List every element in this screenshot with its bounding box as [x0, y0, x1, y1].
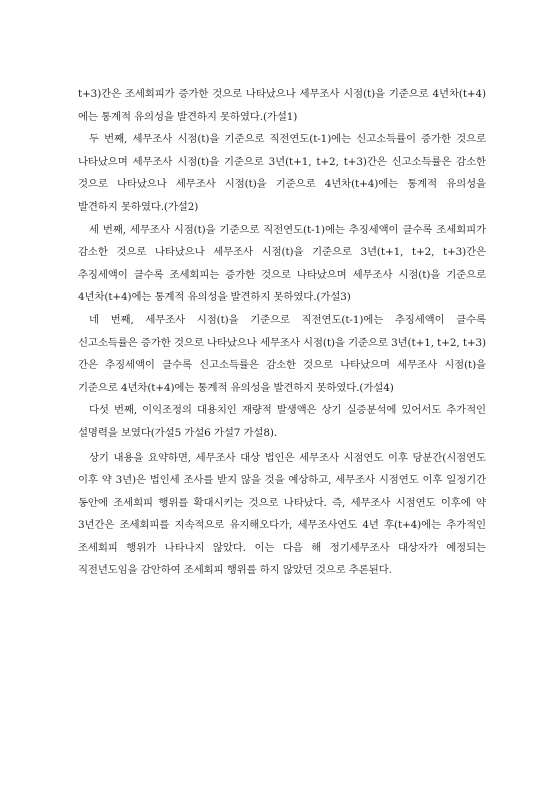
body-text	[78, 83, 486, 582]
paragraph-summary: 상기 내용을 요약하면, 세무조사 대상 법인은 세무조사 시점연도 이후 당분간(시점연도 이후 약 3년)은 법인세 조사를 받지 않을 것을 예상하고, 세무조사 시점연도 이후 일정기간 동안에 조세회피 행위를 확대시키는 것으로 나타났다. 즉, 세무조사 시점연도 이후에 약 3년간은 조세회피를 지속적으로 유지해오다가, 세무조사연도 4년 후(t+4)에는 추가적인 조세회피 행위가 나타나지 않았다. 이는 다음 해 정기세무조사 대상자가 예정되는 직전년도임을 감안하여 조세회피 행위를 하지 않았던 것으로 추론된다.	[78, 451, 486, 577]
paragraph-hypothesis-2: 두 번째, 세무조사 시점(t)을 기준으로 직전연도(t-1)에는 신고소득률이 증가한 것으로 나타났으며 세무조사 시점(t)을 기준으로 3년(t+1, t+2, t+3)간은 신고소득률은 감소한 것으로 나타났으나 세무조사 시점(t)을 기준으로 4년차(t+4)에는 통계적 유의성을 발견하지 못하였다.(가설2)	[78, 133, 486, 213]
paragraph-hypothesis-1-continued: t+3)간은 조세회피가 증가한 것으로 나타났으나 세무조사 시점(t)을 기준으로 4년차(t+4)에는 통계적 유의성을 발견하지 못하였다.(가설1)	[78, 88, 486, 123]
paragraph-hypothesis-4: 네 번째, 세무조사 시점(t)을 기준으로 직전연도(t-1)에는 추징세액이 클수록 신고소득률은 증가한 것으로 나타났으나 세무조사 시점(t)을 기준으로 3년(t+1, t+2, t+3)간은 추징세액이 클수록 신고소득률은 감소한 것으로 나타났으며 세무조사 시점(t)을 기준으로 4년차(t+4)에는 통계적 유의성을 발견하지 못하였다.(가설4)	[78, 313, 486, 394]
paragraph-hypothesis-5-8: 다섯 번째, 이익조정의 대용치인 재량적 발생액은 상기 실증분석에 있어서도 추가적인 설명력을 보였다(가설5 가설6 가설7 가설8).	[78, 404, 486, 439]
paragraph-hypothesis-3: 세 번째, 세무조사 시점(t)을 기준으로 직전연도(t-1)에는 추징세액이 클수록 조세회피가 감소한 것으로 나타났으나 세무조사 시점(t)을 기준으로 3년(t+1, t+2, t+3)간은 추징세액이 클수록 조세회피는 증가한 것으로 나타났으며 세무조사 시점(t)을 기준으로 4년차(t+4)에는 통계적 유의성을 발견하지 못하였다.(가설3)	[78, 223, 486, 304]
